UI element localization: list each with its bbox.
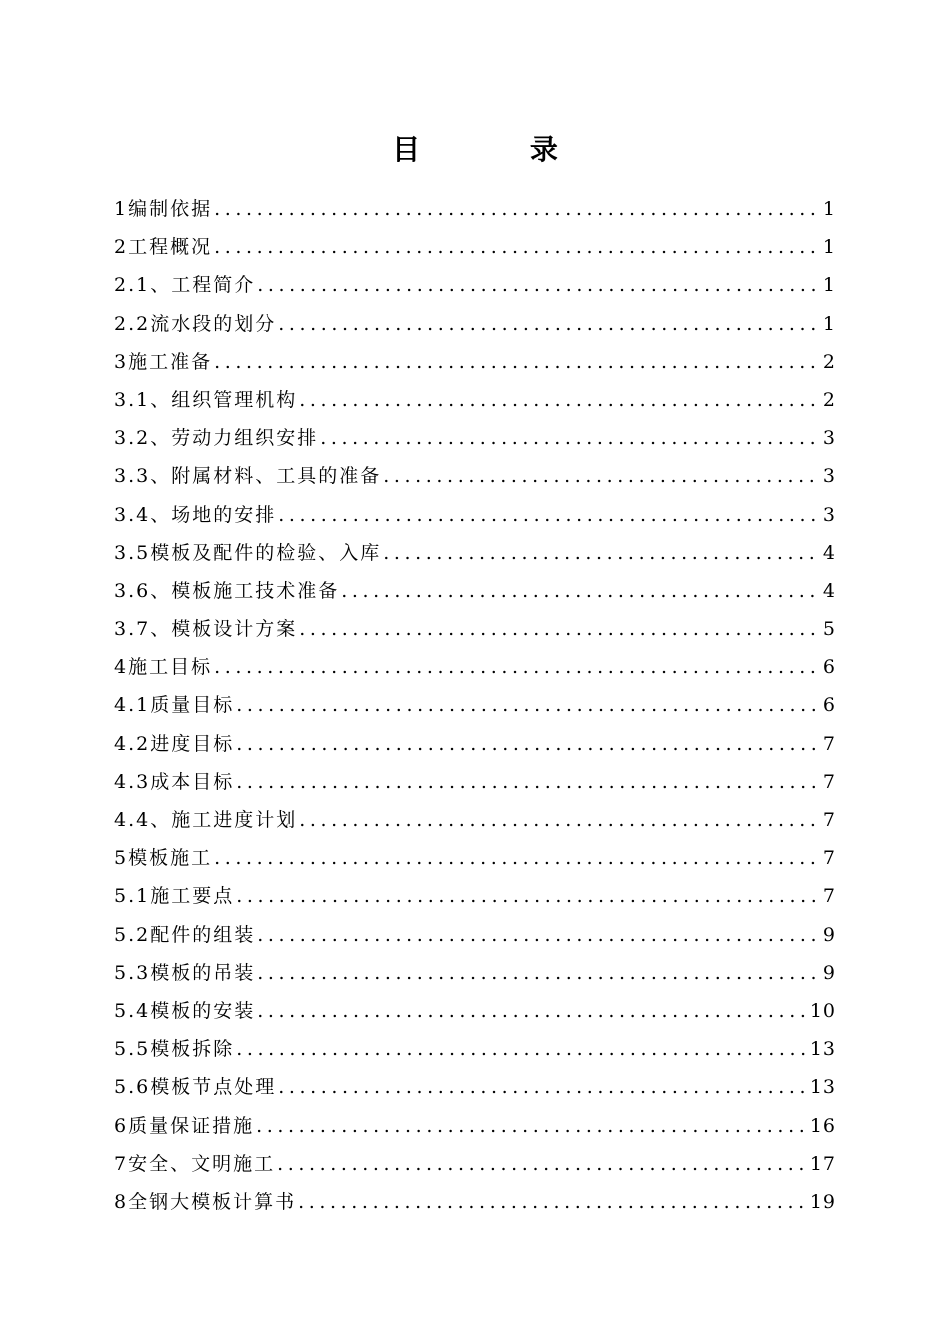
toc-leader-dots (236, 877, 821, 915)
toc-entry-label: 5.6模板节点处理 (114, 1076, 277, 1099)
toc-leader-dots (383, 534, 821, 572)
toc-entry-page: 5 (822, 618, 836, 641)
toc-entry-page: 9 (822, 923, 836, 946)
toc-leader-dots (257, 266, 821, 304)
toc-entry-page: 3 (822, 465, 836, 488)
toc-entry-label: 3.5模板及配件的检验、入库 (114, 541, 382, 564)
toc-leader-dots (277, 1145, 808, 1183)
toc-entry-label: 4.2进度目标 (114, 732, 235, 755)
toc-leader-dots (320, 419, 821, 457)
toc-entry-page: 7 (822, 732, 836, 755)
toc-entry-label: 3.4、场地的安排 (114, 503, 277, 526)
toc-entry-label: 4.1质量目标 (114, 694, 235, 717)
toc-leader-dots (214, 190, 821, 228)
toc-entry-label: 3.7、模板设计方案 (114, 618, 298, 641)
toc-leader-dots (214, 648, 821, 686)
toc-entry (114, 266, 836, 304)
toc-leader-dots (278, 496, 821, 534)
toc-entry-page: 10 (809, 999, 836, 1022)
toc-title: 目 录 (392, 133, 608, 166)
toc-entry-label: 5.3模板的吊装 (114, 961, 256, 984)
toc-entry-page: 13 (809, 1038, 836, 1061)
toc-entry-label: 2.1、工程简介 (114, 274, 256, 297)
toc-entry-page: 1 (822, 274, 836, 297)
toc-entry-page: 7 (822, 809, 836, 831)
toc-list (114, 190, 836, 1221)
toc-entry-page: 6 (822, 656, 836, 679)
toc-entry (114, 572, 836, 610)
toc-entry-label: 5.4模板的安装 (114, 999, 256, 1022)
toc-entry-label: 7安全、文明施工 (114, 1152, 276, 1175)
toc-leader-dots (383, 457, 821, 495)
toc-entry (114, 648, 836, 686)
toc-entry-page: 4 (822, 579, 836, 602)
toc-entry-label: 3.6、模板施工技术准备 (114, 579, 340, 602)
toc-entry (114, 801, 836, 839)
toc-entry (114, 419, 836, 457)
toc-entry (114, 1030, 836, 1068)
toc-entry (114, 1107, 836, 1145)
toc-entry-label: 3.1、组织管理机构 (114, 388, 298, 411)
toc-entry (114, 610, 836, 648)
toc-entry-page: 6 (822, 694, 836, 717)
toc-leader-dots (257, 916, 821, 954)
toc-entry (114, 954, 836, 992)
toc-entry-page: 7 (822, 770, 836, 793)
toc-leader-dots (257, 954, 821, 992)
toc-entry-label: 3.3、附属材料、工具的准备 (114, 465, 382, 488)
toc-leader-dots (236, 763, 821, 801)
toc-entry (114, 992, 836, 1030)
toc-entry-page: 3 (822, 503, 836, 526)
toc-entry-label: 1编制依据 (114, 198, 213, 220)
toc-entry (114, 1145, 836, 1183)
toc-entry-page: 7 (822, 847, 836, 870)
toc-leader-dots (299, 610, 821, 648)
toc-entry (114, 190, 836, 228)
toc-entry-label: 4.4、施工进度计划 (114, 809, 298, 831)
toc-entry-label: 3施工准备 (114, 350, 213, 373)
toc-entry (114, 725, 836, 763)
toc-entry-page: 17 (809, 1152, 836, 1175)
toc-entry (114, 877, 836, 915)
toc-entry-label: 4.3成本目标 (114, 770, 235, 793)
toc-leader-dots (256, 1107, 808, 1145)
toc-entry-page: 2 (822, 350, 836, 373)
toc-entry-label: 2.2流水段的划分 (114, 312, 277, 335)
toc-entry (114, 1068, 836, 1106)
toc-leader-dots (299, 381, 821, 419)
toc-leader-dots (214, 228, 821, 266)
toc-entry-label: 3.2、劳动力组织安排 (114, 427, 319, 450)
toc-leader-dots (214, 343, 821, 381)
toc-entry (114, 534, 836, 572)
toc-entry (114, 228, 836, 266)
toc-entry-label: 5.5模板拆除 (114, 1038, 235, 1061)
toc-leader-dots (214, 839, 821, 877)
toc-entry (114, 381, 836, 419)
toc-entry (114, 305, 836, 343)
toc-entry-page: 4 (822, 541, 836, 564)
toc-entry-label: 5模板施工 (114, 847, 213, 870)
toc-entry-page: 16 (809, 1114, 836, 1137)
toc-leader-dots (341, 572, 821, 610)
toc-entry-page: 1 (822, 236, 836, 259)
toc-entry-page: 1 (822, 198, 836, 220)
toc-entry (114, 839, 836, 877)
toc-entry-label: 8全钢大模板计算书 (114, 1190, 297, 1213)
toc-leader-dots (236, 1030, 808, 1068)
toc-entry-page: 9 (822, 961, 836, 984)
toc-leader-dots (236, 725, 821, 763)
toc-leader-dots (236, 686, 821, 724)
toc-leader-dots (299, 801, 821, 839)
toc-leader-dots (278, 305, 821, 343)
toc-entry-label: 4施工目标 (114, 656, 213, 679)
toc-entry (114, 686, 836, 724)
toc-entry-page: 2 (822, 388, 836, 411)
toc-entry (114, 343, 836, 381)
toc-entry-label: 5.2配件的组装 (114, 923, 256, 946)
toc-leader-dots (257, 992, 808, 1030)
toc-entry-page: 3 (822, 427, 836, 450)
toc-entry (114, 496, 836, 534)
toc-entry-label: 2工程概况 (114, 236, 213, 259)
toc-entry-label: 6质量保证措施 (114, 1114, 255, 1137)
toc-entry (114, 916, 836, 954)
toc-entry (114, 457, 836, 495)
toc-entry-page: 13 (809, 1076, 836, 1099)
toc-leader-dots (278, 1068, 808, 1106)
toc-entry-page: 1 (822, 312, 836, 335)
toc-entry (114, 1183, 836, 1221)
toc-entry (114, 763, 836, 801)
toc-entry-page: 19 (809, 1190, 836, 1213)
toc-entry-label: 5.1施工要点 (114, 885, 235, 908)
toc-leader-dots (298, 1183, 808, 1221)
toc-entry-page: 7 (822, 885, 836, 908)
